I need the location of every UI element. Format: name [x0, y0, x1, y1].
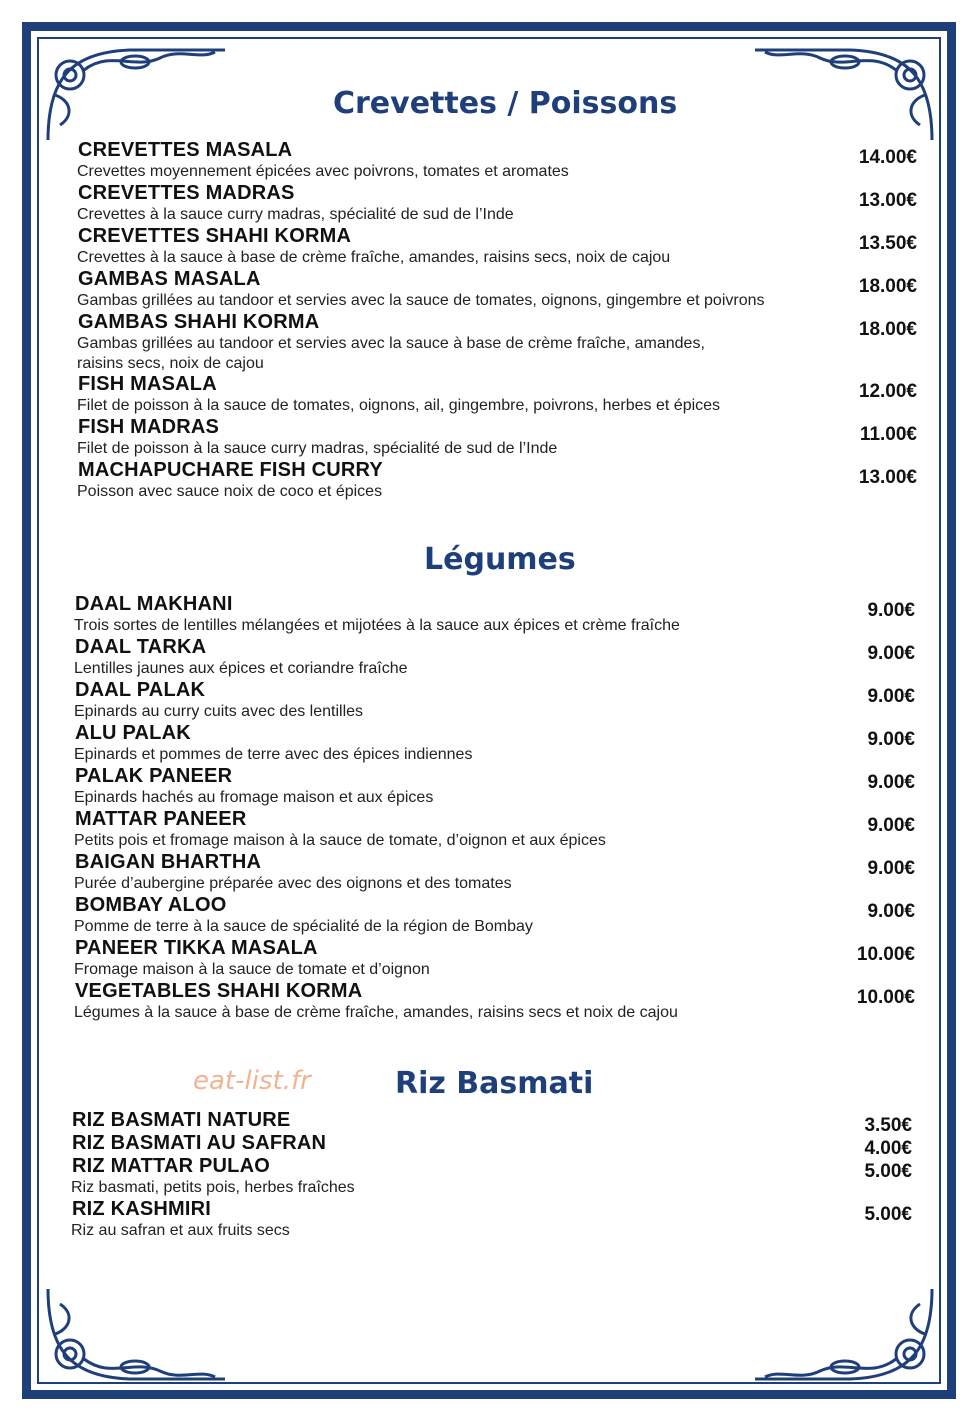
menu-item-price: 10.00€ [856, 987, 915, 1008]
menu-item-description: Petits pois et fromage maison à la sauce de tomate, d’oignon et aux épices [74, 832, 606, 849]
ornament-corner-bottom-right [750, 1279, 940, 1389]
menu-item-description: Epinards et pommes de terre avec des épices indiennes [74, 746, 473, 763]
menu-item-price: 10.00€ [856, 944, 915, 965]
menu-item-name: MATTAR PANEER [75, 808, 247, 830]
menu-item-name: CREVETTES SHAHI KORMA [78, 225, 352, 247]
menu-item-name: GAMBAS MASALA [78, 268, 261, 290]
menu-item-name: RIZ BASMATI AU SAFRAN [72, 1132, 327, 1154]
ornament-corner-top-right [750, 40, 940, 150]
menu-item-price: 18.00€ [858, 319, 917, 340]
menu-item-name: PANEER TIKKA MASALA [75, 937, 318, 959]
menu-item-price: 3.50€ [864, 1115, 912, 1136]
menu-item-description: Lentilles jaunes aux épices et coriandre fraîche [74, 660, 408, 677]
menu-item-name: FISH MASALA [78, 373, 217, 395]
menu-item-description: Fromage maison à la sauce de tomate et d’oignon [74, 961, 430, 978]
menu-item-description: Epinards au curry cuits avec des lentilles [74, 703, 364, 720]
menu-item-description: Riz basmati, petits pois, herbes fraîches [71, 1179, 355, 1196]
menu-item-price: 13.00€ [858, 467, 917, 488]
watermark: eat-list.fr [193, 1066, 311, 1096]
menu-item-description: Epinards hachés au fromage maison et aux épices [74, 789, 434, 806]
menu-item-price: 12.00€ [858, 381, 917, 402]
menu-item-name: VEGETABLES SHAHI KORMA [75, 980, 363, 1002]
menu-item-price: 13.50€ [858, 233, 917, 254]
section-title-legumes: Légumes [424, 542, 576, 577]
menu-item-price: 9.00€ [867, 600, 915, 621]
menu-item-price: 5.00€ [864, 1161, 912, 1182]
menu-item-name: MACHAPUCHARE FISH CURRY [78, 459, 383, 481]
menu-item-price: 9.00€ [867, 772, 915, 793]
menu-item-description: Riz au safran et aux fruits secs [71, 1222, 290, 1239]
menu-item-description: Gambas grillées au tandoor et servies avec la sauce à base de crème fraîche, amandes, [77, 335, 705, 352]
menu-item-name: DAAL PALAK [75, 679, 206, 701]
menu-item-price: 9.00€ [867, 858, 915, 879]
menu-item-price: 9.00€ [867, 686, 915, 707]
menu-item-name: BOMBAY ALOO [75, 894, 227, 916]
menu-item-name: FISH MADRAS [78, 416, 220, 438]
menu-item-description: Crevettes moyennement épicées avec poivrons, tomates et aromates [77, 163, 569, 180]
ornament-corner-bottom-left [40, 1279, 230, 1389]
section-title-crevettes: Crevettes / Poissons [333, 86, 678, 121]
menu-item-description: Poisson avec sauce noix de coco et épices [77, 483, 383, 500]
menu-item-price: 9.00€ [867, 729, 915, 750]
section-title-riz: Riz Basmati [395, 1066, 594, 1101]
menu-item-name: PALAK PANEER [75, 765, 233, 787]
menu-item-price: 11.00€ [859, 424, 917, 445]
menu-item-description: Légumes à la sauce à base de crème fraîche, amandes, raisins secs et noix de cajou [74, 1004, 678, 1021]
menu-item-price: 9.00€ [867, 643, 915, 664]
menu-item-name: CREVETTES MASALA [78, 139, 293, 161]
menu-item-description: Trois sortes de lentilles mélangées et mijotées à la sauce aux épices et crème fraîche [74, 617, 680, 634]
menu-item-name: GAMBAS SHAHI KORMA [78, 311, 320, 333]
ornament-corner-top-left [40, 40, 230, 150]
menu-item-price: 4.00€ [864, 1138, 912, 1159]
menu-item-price: 13.00€ [858, 190, 917, 211]
menu-item-name: RIZ KASHMIRI [72, 1198, 212, 1220]
menu-item-description: Gambas grillées au tandoor et servies avec la sauce de tomates, oignons, gingembre et poivrons [77, 292, 765, 309]
menu-item-name: BAIGAN BHARTHA [75, 851, 262, 873]
menu-item-name: ALU PALAK [75, 722, 191, 744]
menu-item-price: 18.00€ [858, 276, 917, 297]
menu-item-description: Purée d’aubergine préparée avec des oignons et des tomates [74, 875, 512, 892]
menu-item-description: Crevettes à la sauce curry madras, spécialité de sud de l’Inde [77, 206, 514, 223]
menu-item-name: DAAL MAKHANI [75, 593, 233, 615]
menu-item-description: Crevettes à la sauce à base de crème fraîche, amandes, raisins secs, noix de cajou [77, 249, 671, 266]
menu-item-price: 14.00€ [858, 147, 917, 168]
menu-item-description: raisins secs, noix de cajou [77, 355, 264, 372]
menu-item-name: RIZ MATTAR PULAO [72, 1155, 270, 1177]
menu-item-description: Filet de poisson à la sauce de tomates, oignons, ail, gingembre, poivrons, herbes et épices [77, 397, 721, 414]
menu-item-price: 5.00€ [864, 1204, 912, 1225]
menu-item-description: Filet de poisson à la sauce curry madras, spécialité de sud de l’Inde [77, 440, 558, 457]
menu-item-description: Pomme de terre à la sauce de spécialité de la région de Bombay [74, 918, 533, 935]
menu-item-name: RIZ BASMATI NATURE [72, 1109, 291, 1131]
menu-item-price: 9.00€ [867, 901, 915, 922]
menu-item-name: DAAL TARKA [75, 636, 207, 658]
menu-item-name: CREVETTES MADRAS [78, 182, 295, 204]
menu-item-price: 9.00€ [867, 815, 915, 836]
